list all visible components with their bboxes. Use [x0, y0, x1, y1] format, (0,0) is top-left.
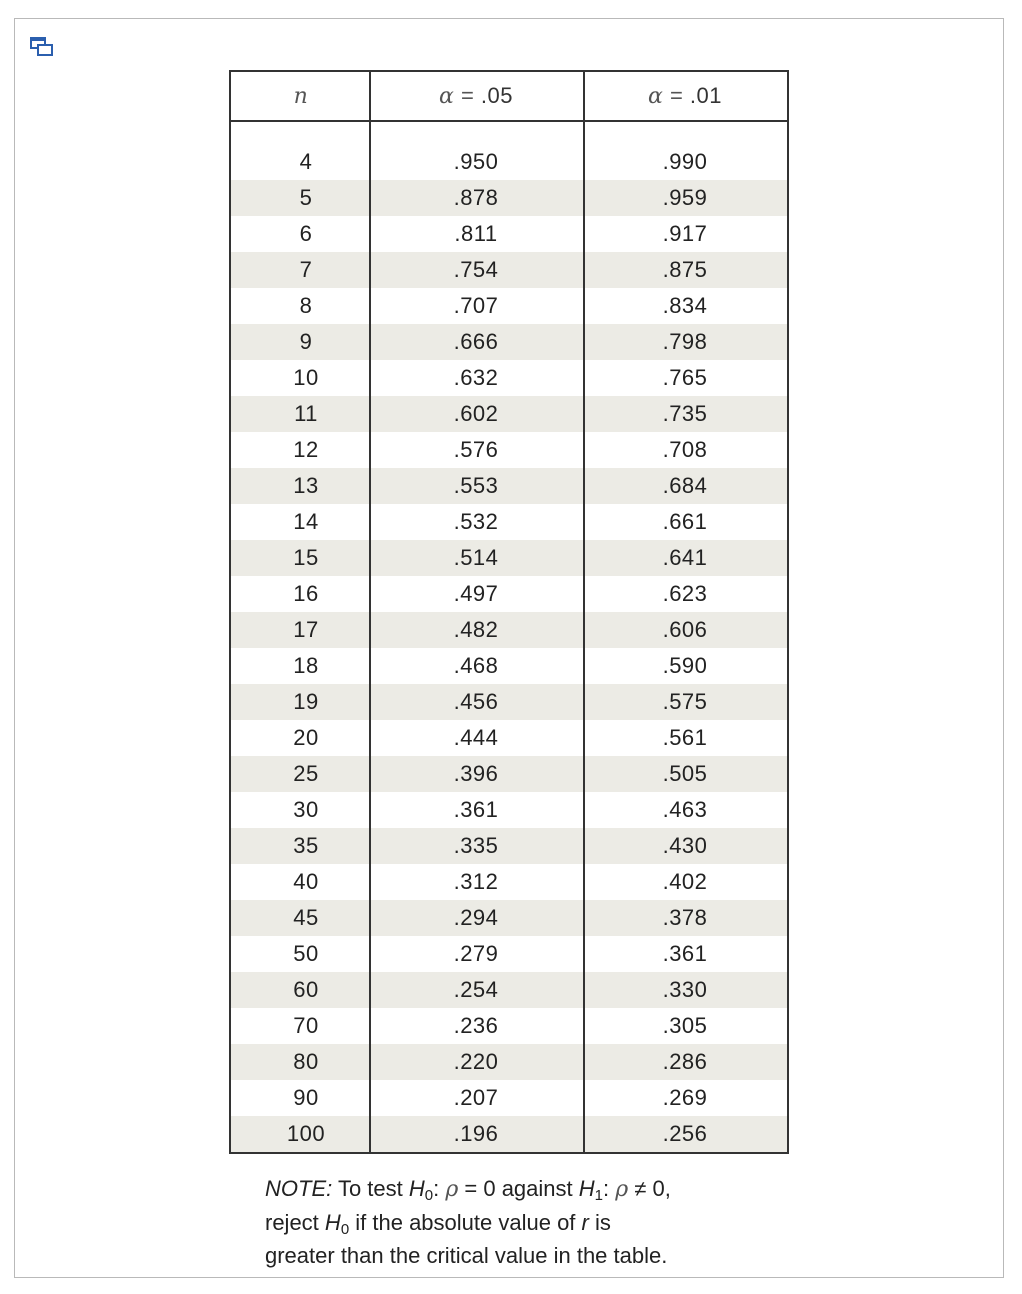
cell-alpha-01: .765	[662, 365, 708, 390]
cell-n: 15	[293, 545, 319, 570]
cell-alpha-01: .575	[662, 689, 708, 714]
cell-n: 17	[293, 617, 319, 642]
cell-alpha-05: .482	[453, 617, 499, 642]
cell-alpha-01: .305	[662, 1013, 708, 1038]
cell-alpha-01: .641	[662, 545, 708, 570]
table-row	[231, 1116, 787, 1152]
cell-alpha-05: .532	[453, 509, 499, 534]
table-row	[231, 828, 787, 864]
table-row	[231, 252, 787, 288]
cell-alpha-05: .514	[453, 545, 499, 570]
cell-alpha-01: .286	[662, 1049, 708, 1074]
cell-alpha-01: .402	[662, 869, 708, 894]
table-row	[231, 216, 787, 252]
cell-alpha-05: .279	[453, 941, 499, 966]
cell-alpha-01: .330	[662, 977, 708, 1002]
cell-alpha-05: .294	[453, 905, 499, 930]
cell-alpha-05: .207	[453, 1085, 499, 1110]
cell-alpha-05: .236	[453, 1013, 499, 1038]
cell-alpha-05: .754	[453, 257, 499, 282]
table-row	[231, 468, 787, 504]
header-alpha-05: α = .05	[438, 83, 514, 109]
cell-alpha-01: .735	[662, 401, 708, 426]
cell-n: 8	[299, 293, 313, 318]
cell-n: 60	[293, 977, 319, 1002]
cell-n: 11	[294, 401, 318, 426]
cell-n: 45	[293, 905, 319, 930]
cell-alpha-05: .220	[453, 1049, 499, 1074]
table-row	[231, 972, 787, 1008]
cell-alpha-05: .707	[453, 293, 499, 318]
note-line-3: greater than the critical value in the table.	[265, 1243, 668, 1268]
cell-alpha-01: .661	[662, 509, 708, 534]
table-header	[231, 72, 787, 122]
cell-alpha-05: .361	[453, 797, 499, 822]
cell-alpha-05: .335	[453, 833, 499, 858]
cell-alpha-05: .468	[453, 653, 499, 678]
table-row	[231, 936, 787, 972]
cell-alpha-05: .553	[453, 473, 499, 498]
table-row	[231, 648, 787, 684]
cell-n: 80	[293, 1049, 319, 1074]
table-row	[231, 396, 787, 432]
cell-n: 4	[299, 149, 313, 174]
cell-alpha-01: .505	[662, 761, 708, 786]
header-alpha-01: α = .01	[647, 83, 723, 109]
cell-alpha-01: .875	[662, 257, 708, 282]
cell-n: 12	[293, 437, 319, 462]
cell-n: 90	[293, 1085, 319, 1110]
cell-alpha-01: .430	[662, 833, 708, 858]
cell-alpha-05: .632	[453, 365, 499, 390]
table-row	[231, 324, 787, 360]
cell-alpha-01: .623	[662, 581, 708, 606]
cell-alpha-05: .312	[453, 869, 499, 894]
cell-n: 100	[286, 1121, 326, 1146]
table-row	[231, 1008, 787, 1044]
cell-alpha-01: .590	[662, 653, 708, 678]
cell-n: 16	[293, 581, 319, 606]
cell-alpha-01: .959	[662, 185, 708, 210]
cell-n: 19	[293, 689, 319, 714]
header-n: n	[293, 84, 309, 109]
cell-alpha-05: .196	[453, 1121, 499, 1146]
cell-alpha-05: .811	[454, 221, 498, 246]
column-divider	[369, 72, 371, 1152]
cell-alpha-05: .497	[453, 581, 499, 606]
cell-alpha-01: .378	[662, 905, 708, 930]
cell-alpha-05: .666	[453, 329, 499, 354]
table-row	[231, 684, 787, 720]
table-row	[231, 180, 787, 216]
cell-n: 20	[293, 725, 319, 750]
cell-alpha-05: .444	[453, 725, 499, 750]
table-body	[231, 122, 787, 1152]
cell-alpha-01: .269	[662, 1085, 708, 1110]
cell-alpha-05: .576	[453, 437, 499, 462]
cell-alpha-01: .684	[662, 473, 708, 498]
cell-alpha-05: .602	[453, 401, 499, 426]
table-row	[231, 1044, 787, 1080]
note-line-1: NOTE: To test $H_0$: ρ = 0 against $H_1$: ρ ≠ 0,	[265, 1176, 671, 1204]
cell-n: 9	[299, 329, 313, 354]
cell-alpha-01: .708	[662, 437, 708, 462]
cell-alpha-01: .798	[662, 329, 708, 354]
table-row	[231, 360, 787, 396]
cell-n: 10	[293, 365, 319, 390]
table-row	[231, 576, 787, 612]
cell-n: 13	[293, 473, 319, 498]
table-row	[231, 612, 787, 648]
cell-alpha-05: .878	[453, 185, 499, 210]
table-row	[231, 288, 787, 324]
cell-n: 40	[293, 869, 319, 894]
cell-n: 50	[293, 941, 319, 966]
cell-n: 30	[293, 797, 319, 822]
popout-icon[interactable]	[30, 37, 54, 57]
cell-alpha-05: .396	[453, 761, 499, 786]
table-row	[231, 900, 787, 936]
cell-alpha-01: .990	[662, 149, 708, 174]
note-line-2: reject $H_0$ if the absolute value of r is	[265, 1210, 611, 1238]
table-row	[231, 720, 787, 756]
table-row	[231, 756, 787, 792]
table-row	[231, 864, 787, 900]
cell-alpha-01: .561	[662, 725, 708, 750]
cell-alpha-01: .361	[662, 941, 708, 966]
cell-alpha-01: .834	[662, 293, 708, 318]
column-divider	[583, 72, 585, 1152]
table-row	[231, 144, 787, 180]
cell-n: 25	[293, 761, 319, 786]
critical-values-table	[229, 70, 789, 1154]
table-row	[231, 1080, 787, 1116]
table-row	[231, 504, 787, 540]
cell-n: 6	[299, 221, 313, 246]
cell-alpha-05: .254	[453, 977, 499, 1002]
cell-alpha-05: .950	[453, 149, 499, 174]
cell-n: 7	[299, 257, 313, 282]
cell-alpha-01: .463	[662, 797, 708, 822]
cell-alpha-05: .456	[453, 689, 499, 714]
table-row	[231, 432, 787, 468]
cell-n: 5	[299, 185, 313, 210]
cell-n: 70	[293, 1013, 319, 1038]
table-row	[231, 792, 787, 828]
table-row	[231, 540, 787, 576]
table-note	[265, 1172, 805, 1272]
cell-alpha-01: .917	[662, 221, 708, 246]
cell-n: 18	[293, 653, 319, 678]
cell-alpha-01: .256	[662, 1121, 708, 1146]
cell-alpha-01: .606	[662, 617, 708, 642]
cell-n: 14	[293, 509, 319, 534]
cell-n: 35	[293, 833, 319, 858]
